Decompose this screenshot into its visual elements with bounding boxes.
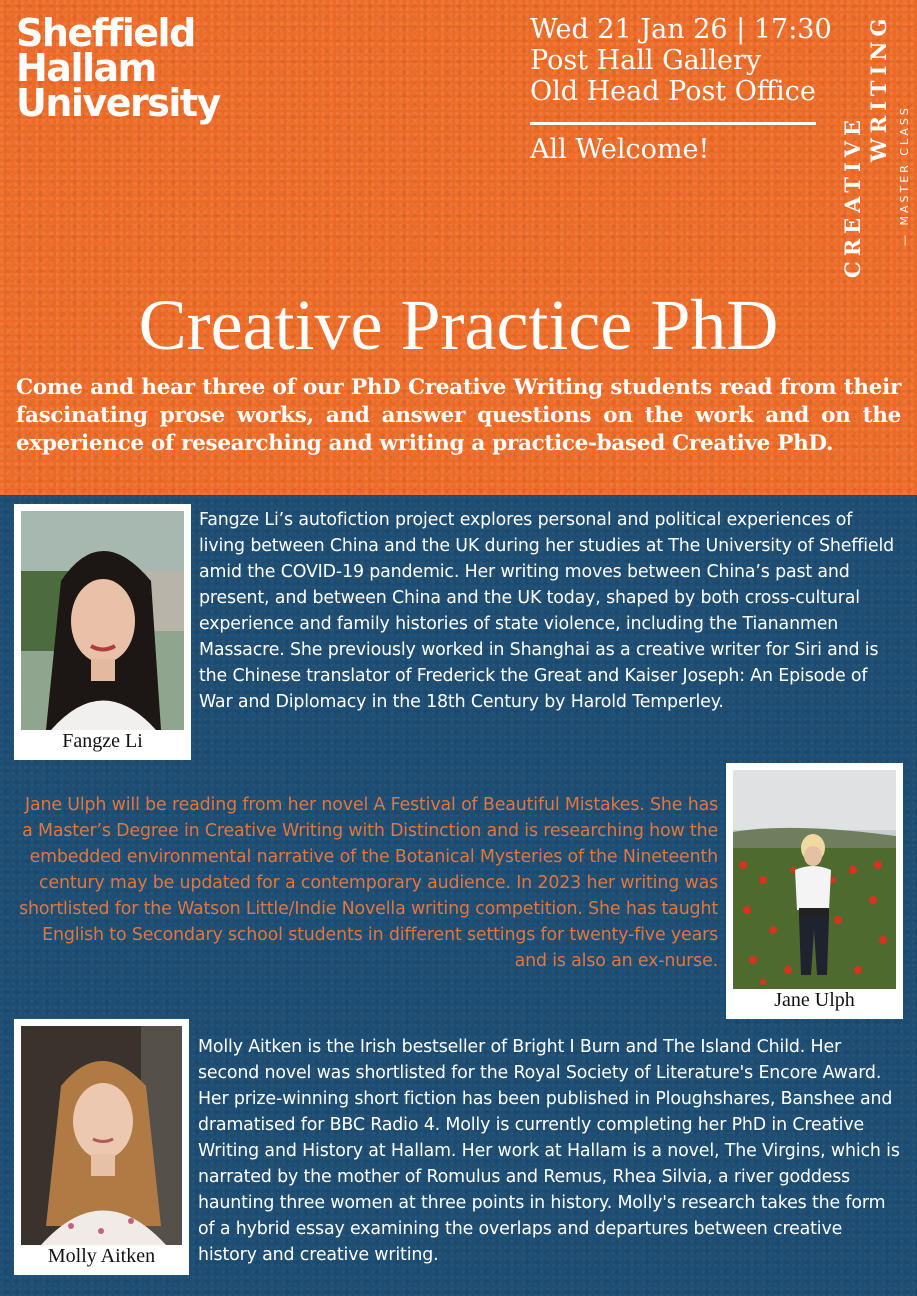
speaker-photo-molly-aitken xyxy=(21,1026,182,1245)
speaker-photo-jane-ulph xyxy=(733,770,896,989)
logo-line-2: Hallam xyxy=(16,46,156,90)
intro-paragraph: Come and hear three of our PhD Creative Writing students read from their fascinating prose works, and answer questions on the work and on the experience of researching and writing a practice-based Creative PhD. xyxy=(16,375,901,456)
university-logo xyxy=(16,11,220,125)
event-details xyxy=(530,14,832,107)
event-building: Old Head Post Office xyxy=(530,76,816,107)
speaker-bio-3: Molly Aitken is the Irish bestseller of Bright I Burn and The Island Child. Her second novel was shortlisted for the Royal Society of Literature's Encore Award. Her prize-winning short fiction has been published in Ploughshares, Banshee and dramatised for BBC Radio 4. Molly is currently completing her PhD in Creative Writing and History at Hallam. Her work at Hallam is a novel, The Virgins, which is narrated by the mother of Romulus and Remus, Rhea Silvia, a river goddess haunting three women at three points in history. Molly's research takes the form of a hybrid essay examining the overlaps and departures between creative history and creative writing. xyxy=(198,1037,900,1265)
speaker-caption-2: Jane Ulph xyxy=(774,989,855,1011)
speaker-caption-1: Fangze Li xyxy=(62,730,143,752)
event-divider xyxy=(530,122,816,125)
welcome-text: All Welcome! xyxy=(530,134,710,165)
logo-line-3: University xyxy=(16,81,220,125)
speaker-photo-card-2 xyxy=(726,763,903,1019)
event-venue: Post Hall Gallery xyxy=(530,45,762,76)
logo-line-1: Sheffield xyxy=(16,11,195,55)
side-title-creative: CREATIVE xyxy=(840,114,865,278)
speaker-photo-fangze-li xyxy=(21,511,184,730)
speaker-photo-card-3 xyxy=(14,1019,189,1275)
creative-writing-brand xyxy=(836,0,916,290)
speaker-bio-1: Fangze Li’s autofiction project explores personal and political experiences of living between China and the UK during her studies at The University of Sheffield amid the COVID-19 pandemic. Her writing moves between China’s past and present, and between China and the UK today, shaped by both cross-cultural experience and family histories of state violence, including the Tiananmen Massacre. She previously worked in Shanghai as a creative writer for Siri and is the Chinese translator of Frederick the Great and Kaiser Joseph: An Episode of War and Diplomacy in the 18th Century by Harold Temperley. xyxy=(199,510,895,712)
speaker-caption-3: Molly Aitken xyxy=(47,1245,156,1267)
page-title: Creative Practice PhD xyxy=(138,285,779,365)
speaker-bio-2: Jane Ulph will be reading from her novel A Festival of Beautiful Mistakes. She has a Master’s Degree in Creative Writing with Distinction and is researching how the embedded environmental narrative of the Botanical Mysteries of the Nineteenth century may be updated for a contemporary audience. In 2023 her writing was shortlisted for the Watson Little/Indie Novella writing competition. She has taught English to Secondary school students in different settings for twenty-five years and is also an ex-nurse. xyxy=(19,795,718,971)
event-date-time: Wed 21 Jan 26 | 17:30 xyxy=(530,14,832,45)
side-subtitle: — MASTER CLASS xyxy=(898,105,911,246)
speaker-photo-card-1 xyxy=(14,504,191,760)
side-title-writing: WRITING xyxy=(866,13,891,162)
